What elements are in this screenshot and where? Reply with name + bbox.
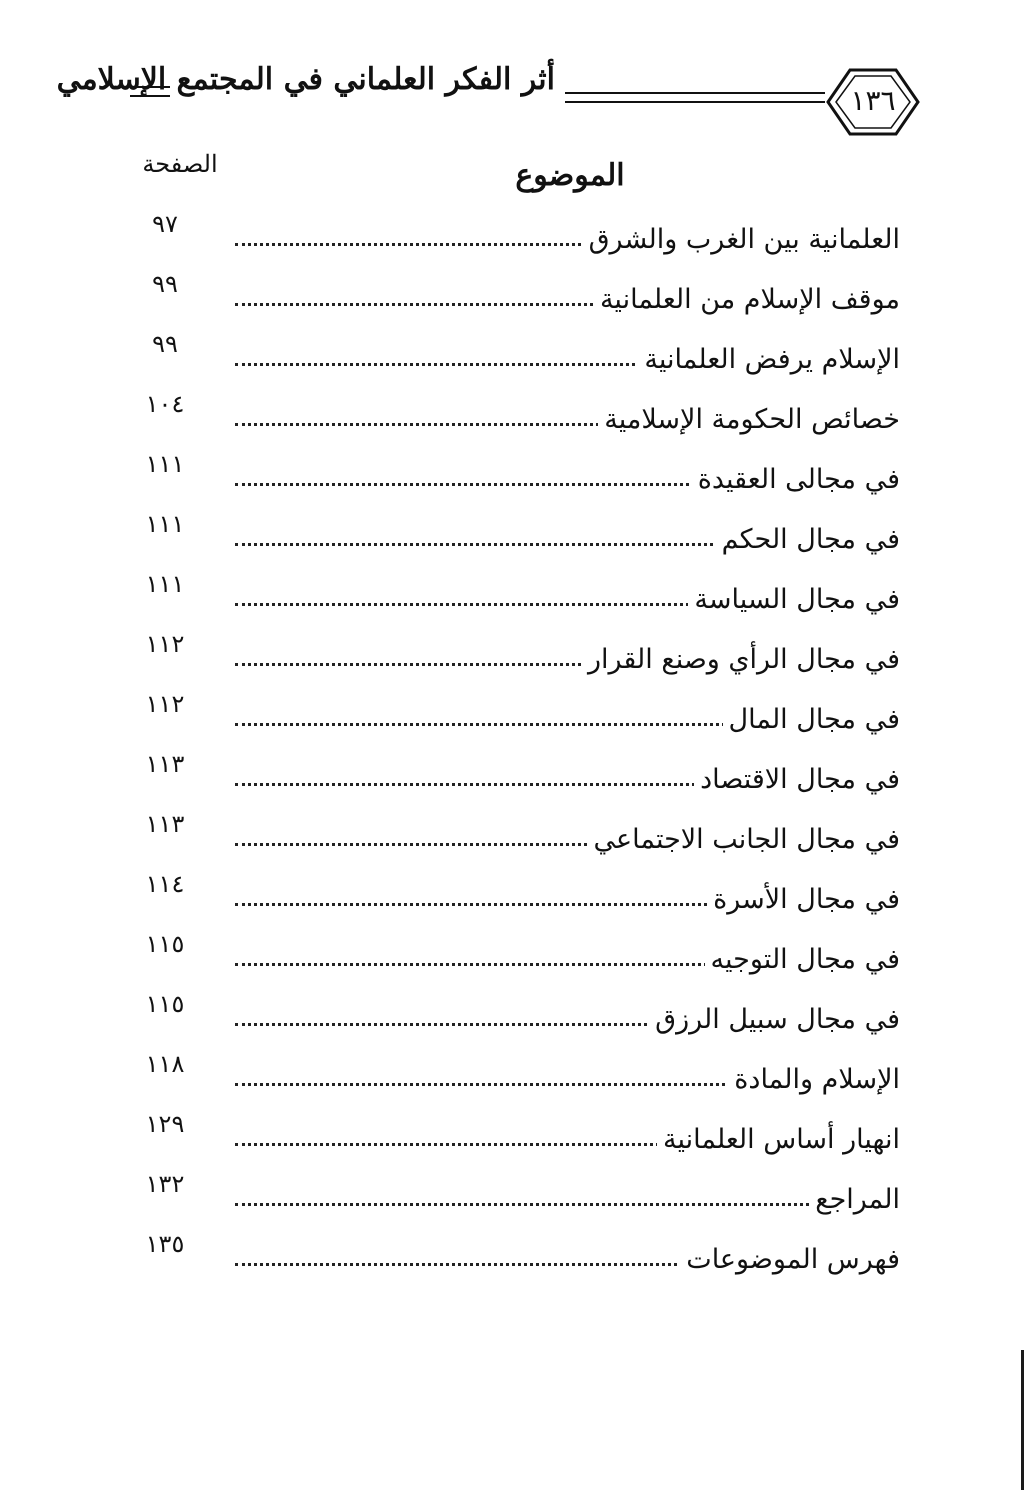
- toc-page-number: ١٢٩: [145, 1110, 185, 1138]
- toc-title: الإسلام والمادة: [728, 1062, 900, 1098]
- running-header: [0, 0, 1024, 150]
- toc-entry: [130, 510, 900, 570]
- toc-title: فهرس الموضوعات: [680, 1242, 900, 1278]
- table-of-contents: [0, 200, 1024, 1300]
- toc-entry: [130, 270, 900, 330]
- toc-page-number: ٩٩: [152, 270, 178, 298]
- toc-entry: [130, 1110, 900, 1170]
- column-header-page: الصفحة: [142, 150, 218, 178]
- toc-entry: [130, 750, 900, 810]
- toc-title: المراجع: [809, 1182, 900, 1218]
- toc-title: خصائص الحكومة الإسلامية: [598, 402, 900, 438]
- toc-title: في مجالى العقيدة: [692, 462, 900, 498]
- toc-entry: [130, 810, 900, 870]
- toc-page-number: ١١١: [145, 510, 185, 538]
- toc-title: في مجال الجانب الاجتماعي: [588, 822, 901, 858]
- toc-title: في مجال الاقتصاد: [694, 762, 900, 798]
- toc-title: في مجال سبيل الرزق: [649, 1002, 900, 1038]
- toc-page-number: ١١٣: [145, 810, 185, 838]
- toc-page-number: ٩٧: [152, 210, 178, 238]
- toc-page-number: ١١٢: [145, 690, 185, 718]
- book-title: أثر الفكر العلماني في المجتمع الإسلامي: [56, 62, 555, 97]
- column-header-topic: الموضوع: [515, 158, 625, 193]
- toc-page-number: ١١١: [145, 450, 185, 478]
- page-number: ١٣٦: [850, 84, 896, 117]
- toc-page-number: ١١٨: [145, 1050, 185, 1078]
- toc-page-number: ١١٤: [145, 870, 185, 898]
- page-number-badge: [818, 62, 928, 142]
- toc-page-number: ١١٥: [145, 990, 185, 1018]
- toc-page-number: ١١٢: [145, 630, 185, 658]
- toc-entry: [130, 330, 900, 390]
- toc-title: في مجال الأسرة: [707, 882, 900, 918]
- toc-entry: [130, 990, 900, 1050]
- toc-entry: [130, 390, 900, 450]
- toc-title: في مجال السياسة: [688, 582, 900, 618]
- toc-page-number: ١٠٤: [145, 390, 185, 418]
- toc-page-number: ١١٥: [145, 930, 185, 958]
- toc-page-number: ١٣٢: [145, 1170, 185, 1198]
- toc-page-number: ١١١: [145, 570, 185, 598]
- toc-title: في مجال الحكم: [716, 522, 900, 558]
- toc-entry: [130, 1050, 900, 1110]
- toc-entry: [130, 450, 900, 510]
- toc-title: انهيار أساس العلمانية: [657, 1122, 900, 1158]
- toc-entry: [130, 630, 900, 690]
- toc-entry: [130, 870, 900, 930]
- toc-page-number: ١١٣: [145, 750, 185, 778]
- toc-title: في مجال المال: [723, 702, 901, 738]
- toc-title: في مجال الرأي وصنع القرار: [582, 642, 900, 678]
- toc-title: في مجال التوجيه: [705, 942, 900, 978]
- toc-page-number: ٩٩: [152, 330, 178, 358]
- toc-page-number: ١٣٥: [145, 1230, 185, 1258]
- toc-title: موقف الإسلام من العلمانية: [594, 282, 900, 318]
- toc-entry: [130, 570, 900, 630]
- toc-entry: [130, 210, 900, 270]
- toc-entry: [130, 1230, 900, 1290]
- dot-leader: [235, 1200, 900, 1206]
- toc-entry: [130, 930, 900, 990]
- toc-entry: [130, 690, 900, 750]
- header-rule-right: [565, 92, 825, 103]
- toc-title: الإسلام يرفض العلمانية: [638, 342, 900, 378]
- toc-title: العلمانية بين الغرب والشرق: [583, 222, 900, 258]
- toc-entry: [130, 1170, 900, 1230]
